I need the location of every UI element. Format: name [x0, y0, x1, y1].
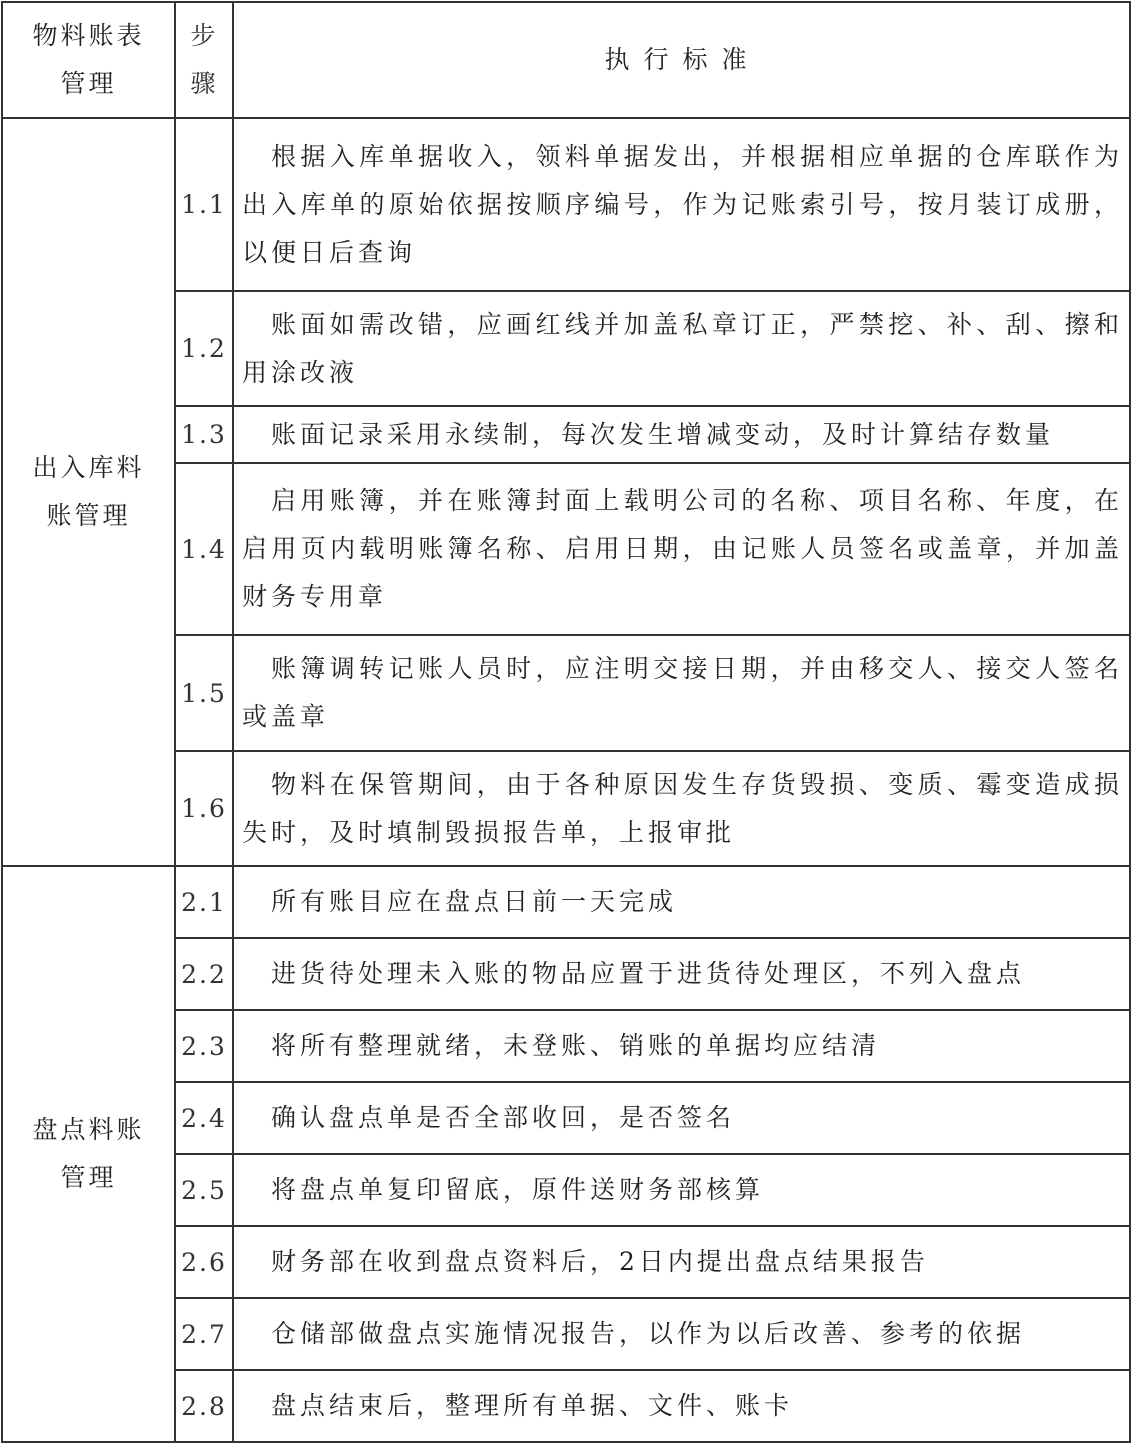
- category-cell: [2, 118, 175, 866]
- standard-text: 财务部在收到盘点资料后，2日内提出盘点结果报告: [271, 1247, 929, 1276]
- header-category: [2, 2, 175, 118]
- category-line1: 出入库料: [32, 453, 145, 482]
- standard-cell: [233, 291, 1130, 406]
- step-cell: 2.8: [175, 1370, 233, 1442]
- standard-text: 将盘点单复印留底，原件送财务部核算: [271, 1175, 765, 1204]
- standard-cell: [233, 1010, 1130, 1082]
- step-cell: 1.3: [175, 406, 233, 463]
- standard-cell: [233, 938, 1130, 1010]
- step-cell: 2.5: [175, 1154, 233, 1226]
- step-cell: 2.6: [175, 1226, 233, 1298]
- standard-text: 进货待处理未入账的物品应置于进货待处理区，不列入盘点: [271, 959, 1026, 988]
- standard-cell: [233, 1082, 1130, 1154]
- step-cell: 2.3: [175, 1010, 233, 1082]
- standard-text: 账面记录采用永续制，每次发生增减变动，及时计算结存数量: [271, 419, 1055, 449]
- category-line2: 账管理: [46, 501, 131, 530]
- standard-cell: [233, 118, 1130, 291]
- standard-cell: [233, 406, 1130, 463]
- standard-cell: [233, 751, 1130, 866]
- header-step-line2: 骤: [190, 69, 218, 98]
- header-category-line2: 管理: [60, 69, 117, 98]
- standard-text: 仓储部做盘点实施情况报告，以作为以后改善、参考的依据: [271, 1319, 1026, 1348]
- standard-text: 所有账目应在盘点日前一天完成: [271, 887, 678, 916]
- header-step-line1: 步: [190, 21, 218, 50]
- table-row: [2, 866, 1130, 938]
- step-cell: 1.1: [175, 118, 233, 291]
- standard-text: 将所有整理就绪，未登账、销账的单据均应结清: [271, 1031, 881, 1060]
- standard-cell: [233, 463, 1130, 635]
- step-cell: 1.6: [175, 751, 233, 866]
- category-line1: 盘点料账: [32, 1115, 145, 1144]
- header-step: [175, 2, 233, 118]
- table-row: [2, 118, 1130, 291]
- standard-cell: [233, 1226, 1130, 1298]
- standard-text: 根据入库单据收入，领料单据发出，并根据相应单据的仓库联作为出入库单的原始依据按顺序编号，作为记账索引号，按月装订成册，以便日后查询: [242, 141, 1123, 267]
- standard-cell: [233, 1370, 1130, 1442]
- standard-text: 账簿调转记账人员时，应注明交接日期，并由移交人、接交人签名或盖章: [242, 654, 1123, 731]
- header-standard: 执行标准: [233, 2, 1130, 118]
- standard-cell: [233, 866, 1130, 938]
- standard-cell: [233, 635, 1130, 751]
- category-cell: [2, 866, 175, 1442]
- step-cell: 1.4: [175, 463, 233, 635]
- standard-text: 盘点结束后，整理所有单据、文件、账卡: [271, 1391, 794, 1420]
- material-ledger-table: [1, 1, 1131, 1443]
- header-category-line1: 物料账表: [32, 21, 145, 50]
- standard-text: 账面如需改错，应画红线并加盖私章订正，严禁挖、补、刮、擦和用涂改液: [242, 309, 1123, 387]
- standard-text: 确认盘点单是否全部收回，是否签名: [271, 1103, 736, 1132]
- standard-text: 物料在保管期间，由于各种原因发生存货毁损、变质、霉变造成损失时，及时填制毁损报告单，上报审批: [242, 769, 1123, 847]
- category-line2: 管理: [60, 1163, 117, 1192]
- step-cell: 2.1: [175, 866, 233, 938]
- standard-cell: [233, 1154, 1130, 1226]
- step-cell: 1.2: [175, 291, 233, 406]
- standard-cell: [233, 1298, 1130, 1370]
- standard-text: 启用账簿，并在账簿封面上载明公司的名称、项目名称、年度，在启用页内载明账簿名称、启用日期，由记账人员签名或盖章，并加盖财务专用章: [242, 486, 1123, 611]
- step-cell: 2.7: [175, 1298, 233, 1370]
- header-row: [2, 2, 1130, 118]
- step-cell: 2.2: [175, 938, 233, 1010]
- step-cell: 1.5: [175, 635, 233, 751]
- step-cell: 2.4: [175, 1082, 233, 1154]
